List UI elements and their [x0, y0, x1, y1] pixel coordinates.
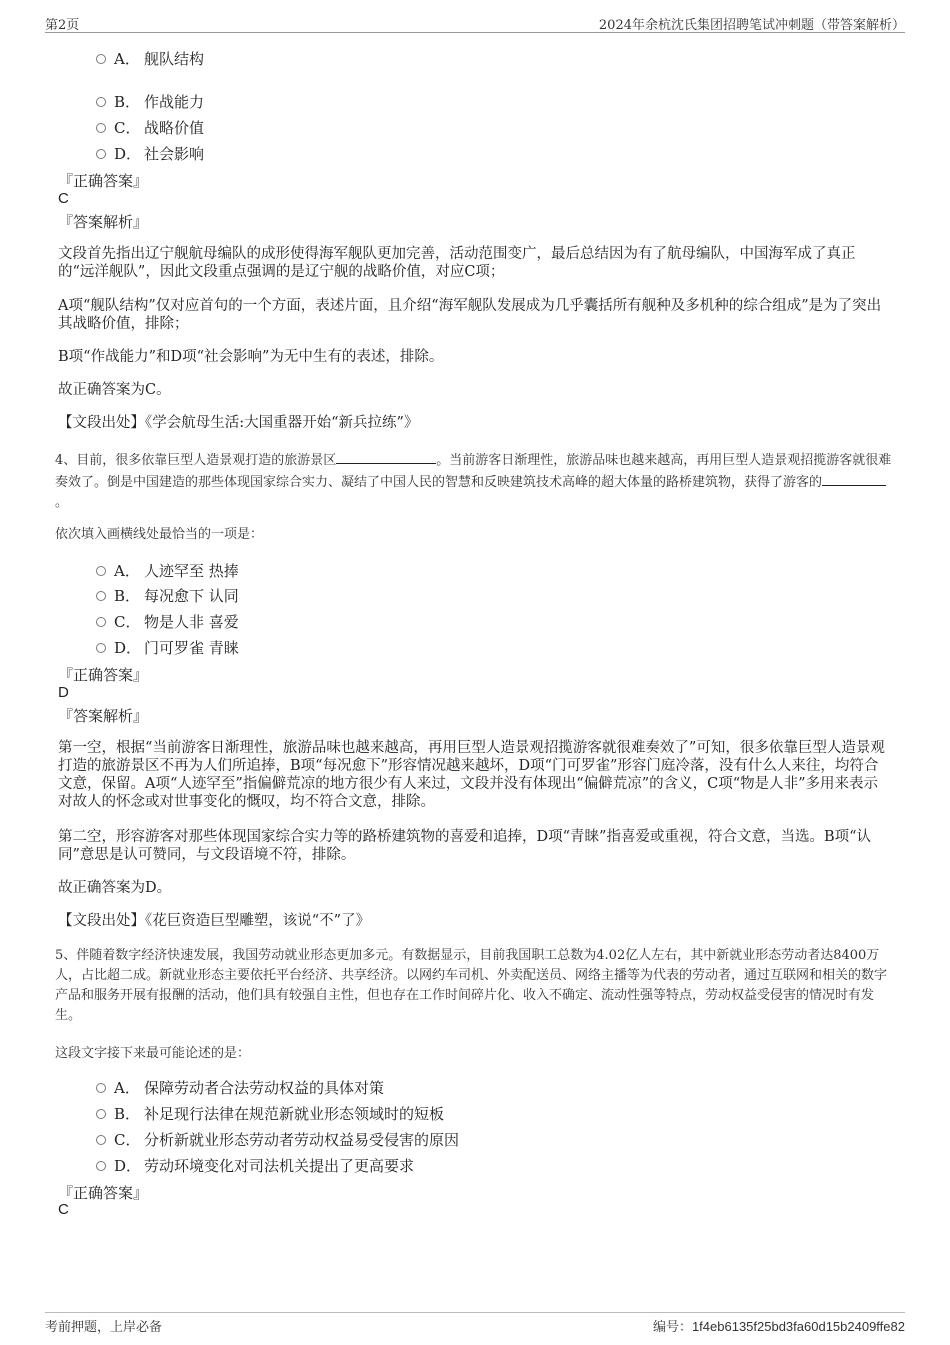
q5-answer-label: 『正确答案』 — [58, 1184, 149, 1202]
q5-answer: C — [58, 1201, 69, 1218]
option-key: B． — [114, 93, 141, 111]
option-text: 舰队结构 — [144, 50, 205, 68]
q4-analysis-paragraph: 第二空，形容游客对那些体现国家综合实力等的路桥建筑物的喜爱和追捧，D项“青睐”指喜爱或重视，符合文意，当选。B项“认同”意思是认可赞同，与文段语境不符，排除。 — [58, 829, 872, 863]
q4-analysis-label: 『答案解析』 — [58, 707, 149, 725]
q5-option-d[interactable] — [96, 1155, 414, 1176]
radio-icon[interactable] — [96, 1135, 106, 1145]
q4-text-part1: 4、目前，很多依靠巨型人造景观打造的旅游景区 — [55, 453, 337, 468]
page-header — [45, 12, 905, 33]
q3-option-b[interactable] — [96, 91, 204, 112]
q5-question-text: 5、伴随着数字经济快速发展，我国劳动就业形态更加多元。有数据显示，目前我国职工总数为4.02亿人左右，其中新就业形态劳动者达8400万人，占比超二成。新就业形态主要依托平台经济、共享经济。以网约车司机、外卖配送员、网络主播等为代表的劳动者，通过互联网和相关的数字产品和服务开展有报酬的活动，他们具有较强自主性，但也存在工作时间碎片化、收入不确定、流动性强等特点，劳动权益受侵害的情况时有发生。 — [55, 948, 888, 1023]
q3-analysis-paragraph: 故正确答案为C。 — [58, 382, 171, 398]
option-key: D． — [114, 145, 142, 163]
radio-icon[interactable] — [96, 54, 106, 64]
fill-blank-2 — [822, 471, 886, 486]
option-key: A． — [114, 1079, 140, 1097]
q5-option-b[interactable] — [96, 1103, 444, 1124]
option-key: D． — [114, 1157, 142, 1175]
q5-option-c[interactable] — [96, 1129, 459, 1150]
q4-answer-label: 『正确答案』 — [58, 666, 149, 684]
option-text: 社会影响 — [144, 145, 205, 163]
option-key: B． — [114, 1105, 141, 1123]
option-key: B． — [114, 587, 141, 605]
option-text: 补足现行法律在规范新就业形态领域时的短板 — [144, 1105, 445, 1123]
option-text: 每况愈下 认同 — [144, 587, 239, 605]
q4-analysis-paragraph: 第一空，根据“当前游客日渐理性，旅游品味也越来越高，再用巨型人造景观招揽游客就很难奏效了”可知，很多依靠巨型人造景观打造的旅游景区不再为人们所追捧，B项“每况愈下”形容情况越来越坏，D项“门可罗雀”形容门庭冷落，没有什么人来往，均符合文意，保留。A项“人迹罕至”指偏僻荒凉的地方很少有人来过，文段并没有体现出“偏僻荒凉”的含义，C项“物是人非”多用来表示对故人的怀念或对世事变化的慨叹，均不符合文意，排除。 — [58, 740, 885, 810]
q3-analysis-label: 『答案解析』 — [58, 213, 149, 231]
option-key: C． — [114, 119, 141, 137]
q3-option-a[interactable] — [96, 48, 204, 69]
q3-analysis-paragraph: A项“舰队结构”仅对应首句的一个方面，表述片面，且介绍“海军舰队发展成为几乎囊括所有舰种及多机种的综合组成”是为了突出其战略价值，排除； — [58, 298, 882, 332]
q3-option-c[interactable] — [96, 117, 204, 138]
q3-answer: C — [58, 190, 69, 207]
option-text: 保障劳动者合法劳动权益的具体对策 — [144, 1079, 385, 1097]
q3-source: 【文段出处】《学会航母生活:大国重器开始“新兵拉练”》 — [58, 415, 419, 431]
radio-icon[interactable] — [96, 149, 106, 159]
radio-icon[interactable] — [96, 617, 106, 627]
page-number: 第2页 — [45, 18, 80, 33]
q4-option-b[interactable] — [96, 585, 239, 606]
option-key: C． — [114, 1131, 141, 1149]
q4-option-a[interactable] — [96, 560, 239, 581]
q3-answer-label: 『正确答案』 — [58, 172, 149, 190]
radio-icon[interactable] — [96, 643, 106, 653]
q4-source: 【文段出处】《花巨资造巨型雕塑，该说“不”了》 — [58, 913, 371, 929]
page-footer — [45, 1312, 905, 1335]
q5-option-a[interactable] — [96, 1077, 384, 1098]
radio-icon[interactable] — [96, 566, 106, 576]
q4-analysis-paragraph: 故正确答案为D。 — [58, 880, 172, 896]
option-key: D． — [114, 639, 142, 657]
radio-icon[interactable] — [96, 97, 106, 107]
q4-question-text — [55, 449, 895, 513]
option-text: 劳动环境变化对司法机关提出了更高要求 — [144, 1157, 415, 1175]
q4-option-c[interactable] — [96, 611, 239, 632]
radio-icon[interactable] — [96, 1109, 106, 1119]
option-text: 作战能力 — [144, 93, 205, 111]
option-text: 人迹罕至 热捧 — [144, 562, 239, 580]
footer-slogan: 考前押题，上岸必备 — [45, 1320, 163, 1335]
q4-answer: D — [58, 684, 69, 701]
radio-icon[interactable] — [96, 1161, 106, 1171]
q4-prompt: 依次填入画横线处最恰当的一项是： — [55, 527, 264, 542]
q4-text-part2: 。当前游客日渐理性，旅游品味也越来越高，再用巨型人造景观招揽游客就很难奏效了。倒是中国建造的那些体现国家综合实力、凝结了中国人民的智慧和反映建筑技术高峰的超大体量的路桥建筑物，获得了游客的 — [55, 453, 892, 490]
radio-icon[interactable] — [96, 123, 106, 133]
radio-icon[interactable] — [96, 591, 106, 601]
option-key: C． — [114, 613, 141, 631]
q5-prompt: 这段文字接下来最可能论述的是： — [55, 1046, 251, 1061]
q3-analysis-paragraph: B项“作战能力”和D项“社会影响”为无中生有的表述，排除。 — [58, 349, 444, 365]
option-text: 战略价值 — [144, 119, 205, 137]
q4-text-part3: 。 — [55, 495, 69, 510]
option-text: 分析新就业形态劳动者劳动权益易受侵害的原因 — [144, 1131, 460, 1149]
q4-option-d[interactable] — [96, 637, 239, 658]
option-text: 门可罗雀 青睐 — [144, 639, 239, 657]
fill-blank-1 — [336, 449, 436, 464]
document-title: 2024年余杭沈氏集团招聘笔试冲刺题（带答案解析） — [598, 18, 905, 33]
q3-analysis-paragraph: 文段首先指出辽宁舰航母编队的成形使得海军舰队更加完善，活动范围变广，最后总结因为有了航母编队，中国海军成了真正的“远洋舰队”，因此文段重点强调的是辽宁舰的战略价值，对应C项； — [58, 246, 856, 280]
option-text: 物是人非 喜爱 — [144, 613, 239, 631]
option-key: A． — [114, 50, 140, 68]
document-id: 编号：1f4eb6135f25bd3fa60d15b2409ffe82 — [652, 1319, 905, 1334]
radio-icon[interactable] — [96, 1083, 106, 1093]
option-key: A． — [114, 562, 140, 580]
q3-option-d[interactable] — [96, 143, 204, 164]
